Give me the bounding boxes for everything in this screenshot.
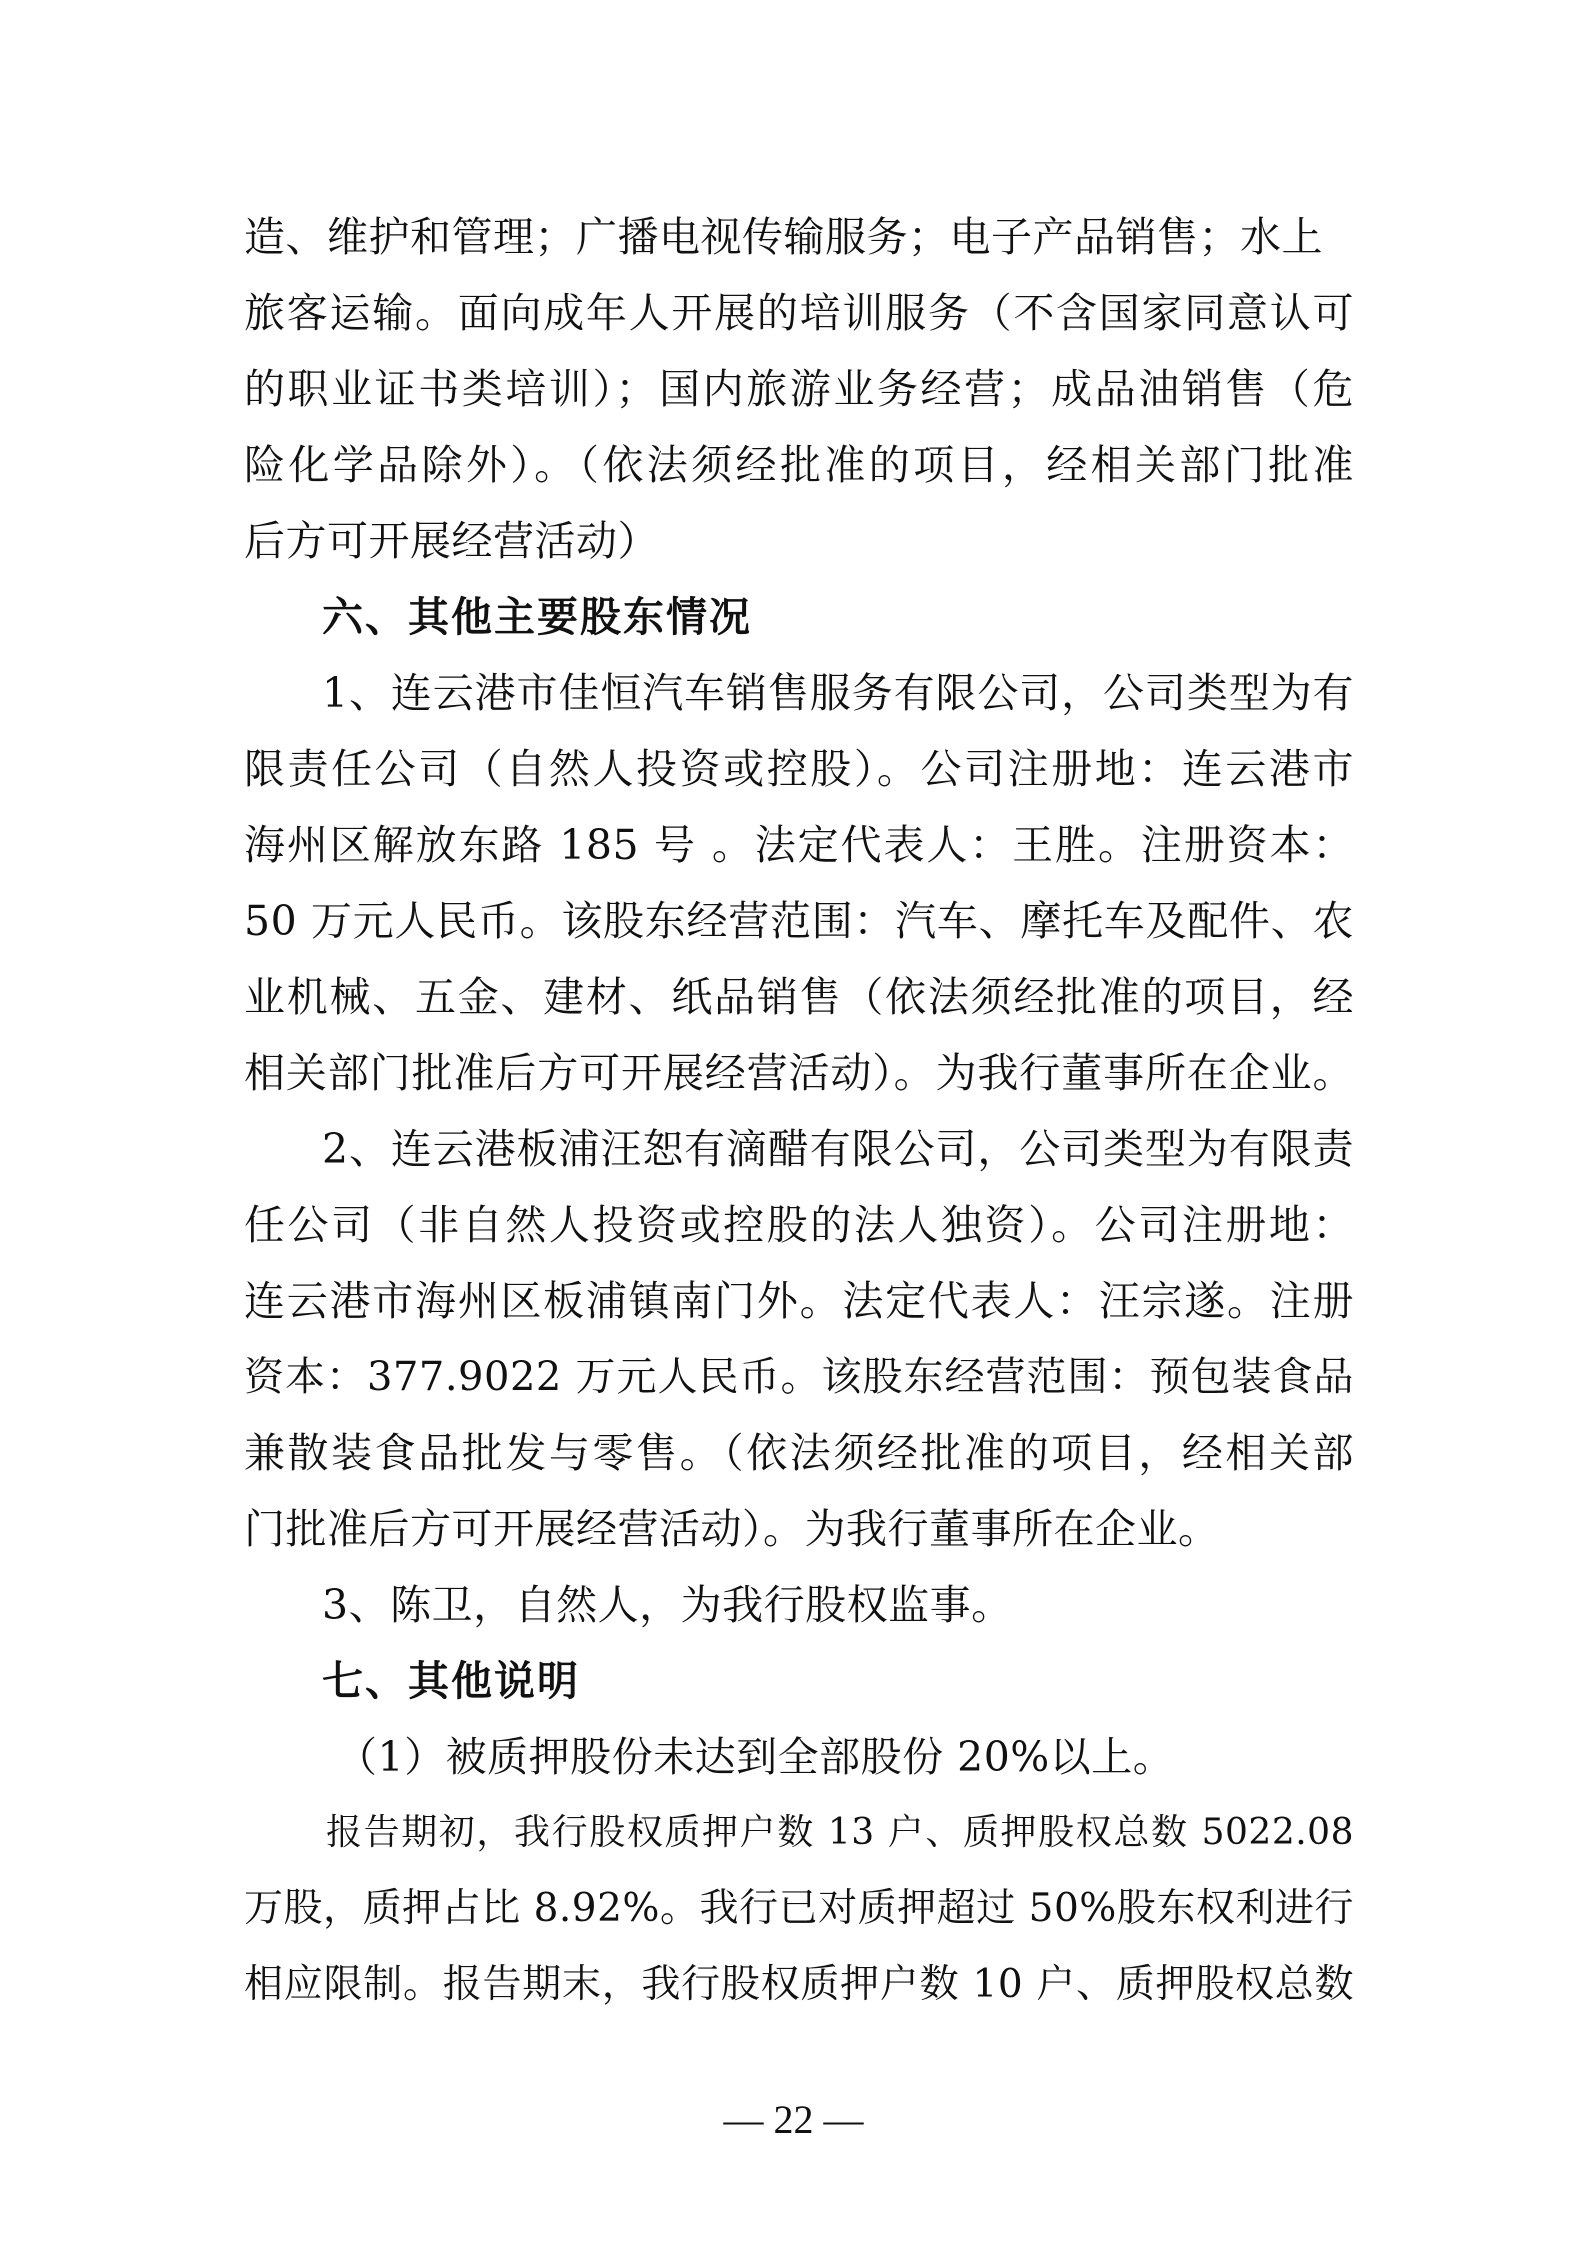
section-heading-6: 六、其他主要股东情况 — [322, 593, 752, 641]
text-line: 兼散装食品批发与零售。（依法须经批准的项目，经相关部 — [244, 1429, 1354, 1477]
text-line: 报告期初，我行股权质押户数 13 户、质押股权总数 5022.08 — [326, 1812, 1354, 1853]
text-line: 万股，质押占比 8.92%。我行已对质押超过 50%股东权利进行 — [244, 1886, 1354, 1931]
text-line: 旅客运输。面向成年人开展的培训服务（不含国家同意认可 — [244, 289, 1354, 337]
text-line: 3、陈卫，自然人，为我行股权监事。 — [322, 1581, 1013, 1629]
text-line: 海州区解放东路 185 号 。法定代表人：王胜。注册资本： — [244, 821, 1354, 869]
text-line: 2、连云港板浦汪恕有滴醋有限公司，公司类型为有限责 — [322, 1125, 1354, 1173]
text-line: （1）被质押股份未达到全部股份 20%以上。 — [336, 1733, 1175, 1781]
text-line: 后方可开展经营活动） — [244, 517, 659, 565]
page-number: — 22 — — [723, 2097, 864, 2142]
text-line: 门批准后方可开展经营活动）。为我行董事所在企业。 — [244, 1505, 1220, 1553]
text-line: 业机械、五金、建材、纸品销售（依法须经批准的项目，经 — [244, 973, 1354, 1021]
text-line: 50 万元人民币。该股东经营范围：汽车、摩托车及配件、农 — [244, 897, 1354, 945]
section-heading-7: 七、其他说明 — [322, 1657, 580, 1705]
text-line: 相应限制。报告期末，我行股权质押户数 10 户、质押股权总数 — [244, 1962, 1354, 2007]
text-line: 险化学品除外）。（依法须经批准的项目，经相关部门批准 — [244, 441, 1354, 489]
text-line: 相关部门批准后方可开展经营活动）。为我行董事所在企业。 — [244, 1049, 1354, 1097]
text-line: 资本：377.9022 万元人民币。该股东经营范围：预包装食品 — [244, 1354, 1354, 1400]
text-line: 连云港市海州区板浦镇南门外。法定代表人：汪宗遂。注册 — [244, 1277, 1354, 1325]
text-line: 1、连云港市佳恒汽车销售服务有限公司，公司类型为有 — [322, 669, 1354, 717]
text-line: 造、维护和管理；广播电视传输服务；电子产品销售；水上 — [244, 213, 1323, 261]
text-line: 限责任公司（自然人投资或控股）。公司注册地：连云港市 — [244, 745, 1354, 793]
text-line: 的职业证书类培训）；国内旅游业务经营；成品油销售（危 — [244, 365, 1354, 413]
text-line: 任公司（非自然人投资或控股的法人独资）。公司注册地： — [244, 1201, 1354, 1249]
